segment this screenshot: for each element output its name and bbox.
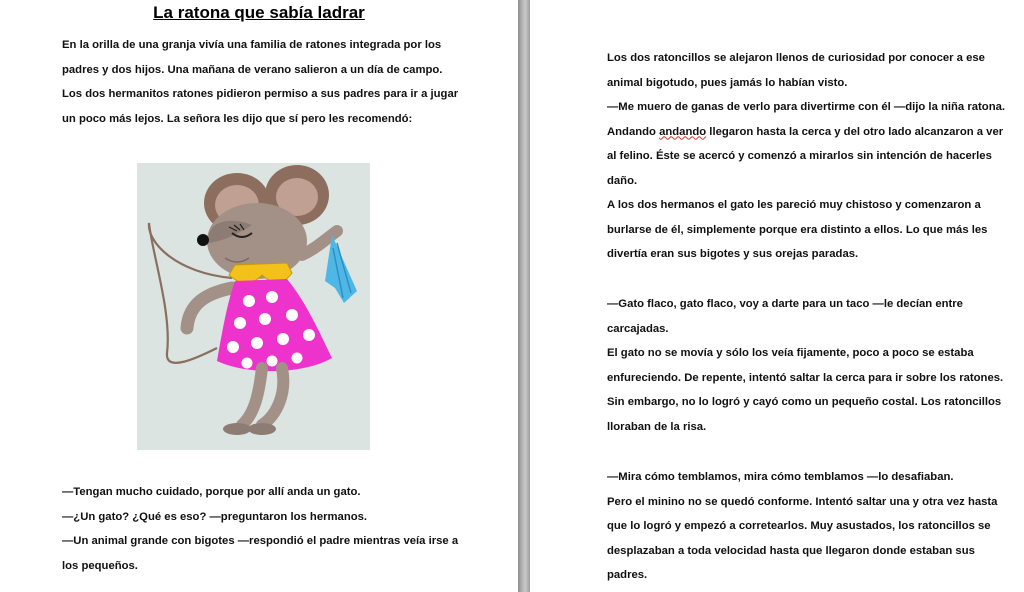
text-line: animal bigotudo, pues jamás lo habían visto. — [607, 76, 848, 89]
text-line: al felino. Éste se acercó y comenzó a mirarlos sin intención de hacerles — [607, 150, 992, 162]
right-paragraph-2 — [607, 292, 1003, 439]
text-line: Los dos ratoncillos se alejaron llenos de curiosidad por conocer a ese — [607, 52, 985, 64]
text-line: El gato no se movía y sólo los veía fijamente, poco a poco se estaba — [607, 347, 974, 359]
text-line: —Mira cómo temblamos, mira cómo temblamos —lo desafiaban. — [607, 471, 954, 483]
text-line: Pero el minino no se quedó conforme. Intentó saltar una y otra vez hasta — [607, 495, 998, 508]
text-line: burlarse de él, simplemente porque era distinto a ellos. Lo que más les — [607, 223, 988, 236]
text-line: desplazaban a toda velocidad hasta que llegaron donde estaban sus — [607, 544, 975, 557]
text-line: padres y dos hijos. Una mañana de verano salieron a un día de campo. — [62, 63, 443, 76]
text-line: divertía eran sus bigotes y sus orejas paradas. — [607, 248, 859, 260]
text-line: A los dos hermanos el gato les pareció muy chistoso y comenzaron a — [607, 199, 981, 211]
text-line: daño. — [607, 174, 638, 187]
text-line: un poco más lejos. La señora les dijo que sí pero les recomendó: — [62, 112, 413, 125]
text-line: enfureciendo. De repente, intentó saltar la cerca para ir sobre los ratones. — [607, 371, 1004, 384]
text-line: —Un animal grande con bigotes —respondió el padre mientras veía irse a — [62, 535, 459, 547]
spellcheck-flagged-word[interactable]: andando — [659, 125, 707, 138]
text-segment: llegaron hasta la cerca y del otro lado alcanzaron a ver — [706, 125, 1004, 138]
mouse-illustration — [137, 163, 370, 450]
right-paragraph-1 — [607, 46, 1005, 267]
text-line — [607, 120, 1005, 145]
text-line: padres. — [607, 569, 648, 581]
text-line: —Tengan mucho cuidado, porque por allí anda un gato. — [62, 486, 361, 498]
right-page — [530, 0, 1024, 592]
text-line: que lo logró y empezó a corretearlos. Muy asustados, los ratoncillos se — [607, 520, 991, 532]
text-segment: Andando — [607, 125, 660, 138]
text-line: —Me muero de ganas de verlo para divertirme con él —dijo la niña ratona. — [607, 101, 1006, 113]
dialog-paragraph — [62, 480, 458, 578]
text-line: —¿Un gato? ¿Qué es eso? —preguntaron los hermanos. — [62, 510, 368, 523]
text-line: —Gato flaco, gato flaco, voy a darte para un taco —le decían entre — [607, 298, 963, 310]
text-line: Sin embargo, no lo logró y cayó como un pequeño costal. Los ratoncillos — [607, 396, 1002, 408]
document-title: La ratona que sabía ladrar — [153, 3, 365, 22]
right-paragraph-3 — [607, 465, 997, 588]
text-line: lloraban de la risa. — [607, 420, 707, 433]
page-gutter — [518, 0, 530, 592]
text-line: los pequeños. — [62, 559, 138, 572]
text-line: En la orilla de una granja vivía una familia de ratones integrada por los — [62, 39, 442, 51]
mouse-in-pink-dress-icon — [137, 163, 370, 450]
intro-paragraph — [62, 33, 458, 131]
text-line: Los dos hermanitos ratones pidieron permiso a sus padres para ir a jugar — [62, 88, 459, 100]
text-line: carcajadas. — [607, 322, 669, 335]
